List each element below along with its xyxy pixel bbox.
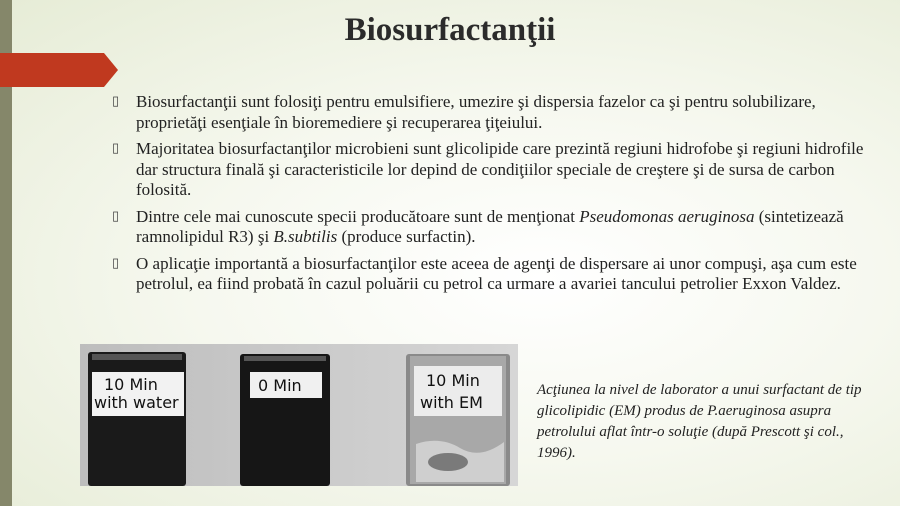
bullet-item xyxy=(112,139,872,201)
beaker-em xyxy=(406,354,510,486)
bullet-item xyxy=(112,254,872,295)
beaker-label: with EM xyxy=(420,393,483,412)
bullet-marker-icon: ▯ xyxy=(112,140,120,155)
title-accent-arrow xyxy=(0,53,118,87)
bullet-text: Biosurfactanţii sunt folosiţi pentru emulsifiere, umezire şi dispersia fazelor ca şi pentru solubilizare, proprietăţi esenţiale în bioremediere şi recuperarea ţiţeiului. xyxy=(136,92,816,132)
bullet-marker-icon: ▯ xyxy=(112,93,120,108)
beaker-label: 10 Min xyxy=(104,375,158,394)
beaker-label: 0 Min xyxy=(258,376,302,395)
bullet-item xyxy=(112,92,872,133)
beaker-label: with water xyxy=(94,393,179,412)
bullet-item xyxy=(112,207,872,248)
bullet-marker-icon: ▯ xyxy=(112,207,120,223)
beaker-control xyxy=(240,354,330,486)
beakers-photo xyxy=(80,344,518,486)
species-name: Pseudomonas aeruginosa xyxy=(579,206,755,226)
slide-title: Biosurfactanţii xyxy=(344,12,556,48)
bullet-list xyxy=(112,92,872,301)
bullet-marker-icon: ▯ xyxy=(112,254,120,270)
beaker-label: 10 Min xyxy=(426,371,480,390)
bullet-text: Majoritatea biosurfactanţilor microbieni sunt glicolipide care prezintă regiuni hidrofobe şi regiuni hidrofile dar structura finală şi caracteristicile lor depind de condiţiilor speciale de creştere şi de sursa de carbon folosită. xyxy=(136,139,864,199)
bullet-text-part: (produce surfactin). xyxy=(337,227,476,246)
photo-caption: Acţiunea la nivel de laborator a unui surfactant de tip glicolipidic (EM) produs de P.aeruginosa asupra petrolului aflat într-o soluţie (după Prescott şi col., 1996). xyxy=(537,382,862,461)
bullet-text: O aplicaţie importantă a biosurfactanţilor este aceea de agenţi de dispersare ai unor compuşi, aşa cum este petrolul, ea fiind probată în cazul poluării cu petrol ca urmare a avariei tancului petrolier Exxon Valdez. xyxy=(136,253,857,293)
species-name: B.subtilis xyxy=(273,227,338,246)
beaker-water xyxy=(88,352,186,486)
bullet-text-part: (sintetizează ramnolipidul R3) şi xyxy=(136,206,844,246)
bullet-text-part: Dintre cele mai cunoscute specii producătoare sunt de menţionat xyxy=(136,206,580,226)
